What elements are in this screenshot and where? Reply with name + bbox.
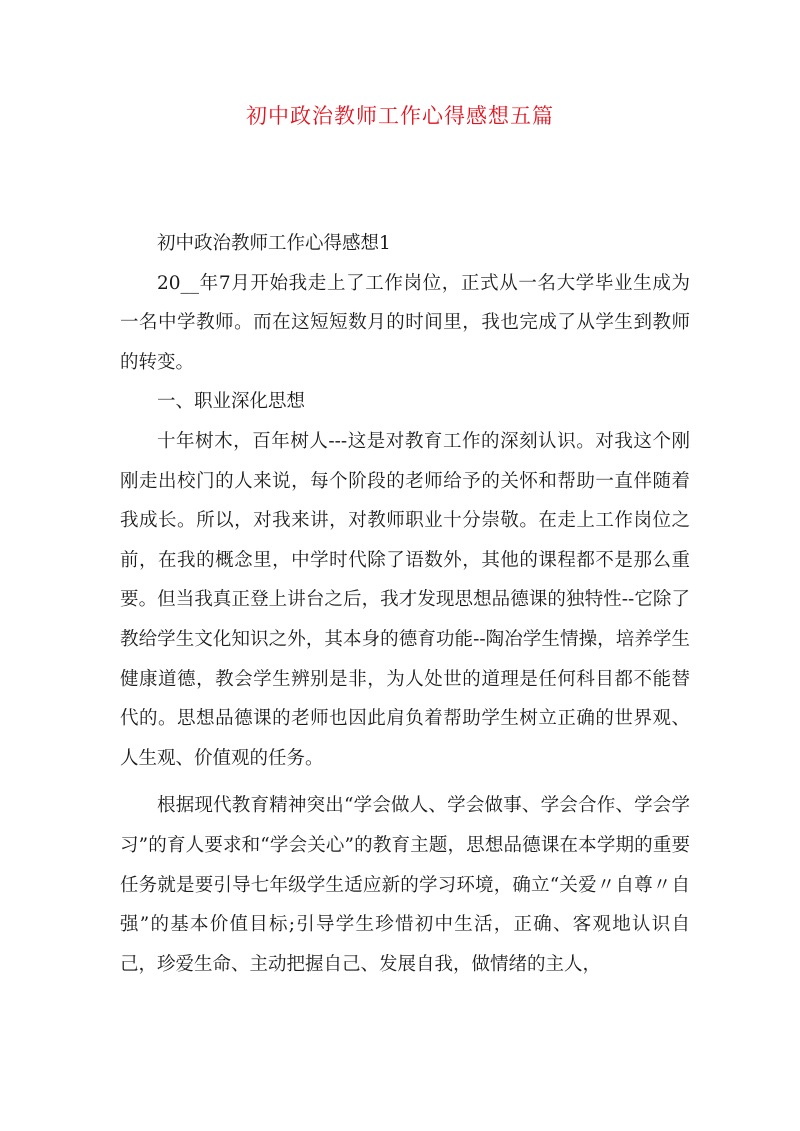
document-title: 初中政治教师工作心得感想五篇 [246,104,554,128]
subsection-heading: 一、职业深化思想 [157,391,306,413]
paragraph: 根据现代教育精神突出“学会做人、学会做事、学会合作、学会学习”的育人要求和“学会关心”的教育主题，思想品德课在本学期的重要任务就是要引导七年级学生适应新的学习环境，确立“关爱〃自尊〃自强”的基本价值目标;引导学生珍惜初中生活，正确、客观地认识自己，珍爱生命、主动把握自己、发展自我，做情绪的主人， [120,795,690,975]
document-body [120,224,690,984]
paragraph: 十年树木，百年树人---这是对教育工作的深刻认识。对我这个刚刚走出校门的人来说，每个阶段的老师给予的关怀和帮助一直伴随着我成长。所以，对我来讲，对教师职业十分崇敬。在走上工作岗位之前，在我的概念里，中学时代除了语数外，其他的课程都不是那么重要。但当我真正登上讲台之后，我才发现思想品德课的独特性--它除了教给学生文化知识之外，其本身的德育功能--陶冶学生情操，培养学生健康道德，教会学生辨别是非，为人处世的道理是任何科目都不能替代的。思想品德课的老师也因此肩负着帮助学生树立正确的世界观、人生观、价值观的任务。 [120,430,690,769]
paragraph: 20__年7月开始我走上了工作岗位，正式从一名大学毕业生成为一名中学教师。而在这短短数月的时间里，我也完成了从学生到教师的转变。 [120,272,690,373]
section-heading: 初中政治教师工作心得感想1 [157,233,391,254]
